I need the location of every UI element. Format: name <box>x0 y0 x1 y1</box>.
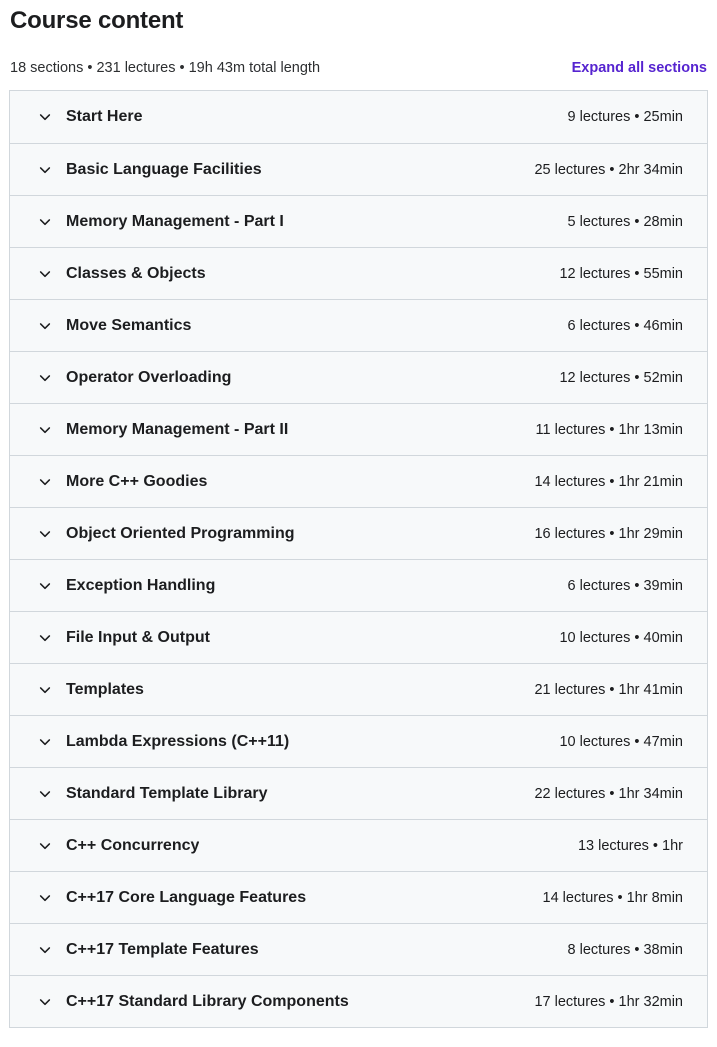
section-row[interactable] <box>10 871 707 923</box>
section-title: More C++ Goodies <box>66 472 208 490</box>
section-row[interactable] <box>10 663 707 715</box>
chevron-down-icon <box>38 579 52 593</box>
section-meta: 10 lectures • 47min <box>559 733 683 750</box>
chevron-down-icon <box>38 735 52 749</box>
section-meta: 11 lectures • 1hr 13min <box>535 421 683 438</box>
section-meta: 12 lectures • 52min <box>559 369 683 386</box>
section-meta: 14 lectures • 1hr 8min <box>542 889 683 906</box>
section-title: Exception Handling <box>66 576 216 594</box>
chevron-down-icon <box>38 475 52 489</box>
section-row[interactable] <box>10 611 707 663</box>
section-meta: 17 lectures • 1hr 32min <box>534 993 683 1010</box>
chevron-down-icon <box>38 995 52 1009</box>
section-meta: 21 lectures • 1hr 41min <box>534 681 683 698</box>
section-title: C++17 Template Features <box>66 940 259 958</box>
chevron-down-icon <box>38 267 52 281</box>
section-row[interactable] <box>10 195 707 247</box>
chevron-down-icon <box>38 423 52 437</box>
section-meta: 6 lectures • 46min <box>567 317 683 334</box>
section-title: Lambda Expressions (C++11) <box>66 732 290 750</box>
section-row[interactable] <box>10 91 707 143</box>
chevron-down-icon <box>38 891 52 905</box>
course-sections-list <box>9 90 708 1028</box>
section-row[interactable] <box>10 559 707 611</box>
section-title: Operator Overloading <box>66 368 232 386</box>
section-title: Move Semantics <box>66 316 192 334</box>
section-meta: 8 lectures • 38min <box>567 941 683 958</box>
section-title: Standard Template Library <box>66 784 268 802</box>
section-title: C++ Concurrency <box>66 836 200 854</box>
section-title: C++17 Core Language Features <box>66 888 307 906</box>
section-row[interactable] <box>10 143 707 195</box>
course-summary-row <box>10 60 707 77</box>
section-title: Object Oriented Programming <box>66 524 295 542</box>
chevron-down-icon <box>38 319 52 333</box>
chevron-down-icon <box>38 839 52 853</box>
section-row[interactable] <box>10 819 707 871</box>
section-row[interactable] <box>10 455 707 507</box>
section-meta: 16 lectures • 1hr 29min <box>534 525 683 542</box>
section-row[interactable] <box>10 923 707 975</box>
chevron-down-icon <box>38 163 52 177</box>
chevron-down-icon <box>38 371 52 385</box>
chevron-down-icon <box>38 787 52 801</box>
section-title: Templates <box>66 680 144 698</box>
section-row[interactable] <box>10 715 707 767</box>
section-meta: 13 lectures • 1hr <box>577 837 683 854</box>
section-title: Memory Management - Part II <box>66 420 289 438</box>
section-title: Classes & Objects <box>66 264 206 282</box>
chevron-down-icon <box>38 631 52 645</box>
section-row[interactable] <box>10 351 707 403</box>
section-meta: 14 lectures • 1hr 21min <box>534 473 683 490</box>
section-title: Basic Language Facilities <box>66 160 262 178</box>
expand-all-sections-link[interactable]: Expand all sections <box>571 60 707 76</box>
section-row[interactable] <box>10 767 707 819</box>
section-meta: 6 lectures • 39min <box>567 577 683 594</box>
section-row[interactable] <box>10 299 707 351</box>
section-row[interactable] <box>10 247 707 299</box>
section-title: File Input & Output <box>66 628 210 646</box>
section-meta: 10 lectures • 40min <box>559 629 683 646</box>
section-meta: 22 lectures • 1hr 34min <box>534 785 683 802</box>
chevron-down-icon <box>38 110 52 124</box>
section-row[interactable] <box>10 403 707 455</box>
section-meta: 25 lectures • 2hr 34min <box>534 161 683 178</box>
section-title: Start Here <box>66 108 143 126</box>
section-meta: 9 lectures • 25min <box>567 109 683 126</box>
chevron-down-icon <box>38 527 52 541</box>
course-summary-text: 18 sections • 231 lectures • 19h 43m total length <box>10 60 321 76</box>
section-meta: 12 lectures • 55min <box>559 265 683 282</box>
page-title: Course content <box>10 7 184 34</box>
section-title: C++17 Standard Library Components <box>66 992 349 1010</box>
chevron-down-icon <box>38 943 52 957</box>
chevron-down-icon <box>38 683 52 697</box>
chevron-down-icon <box>38 215 52 229</box>
section-meta: 5 lectures • 28min <box>567 213 683 230</box>
section-row[interactable] <box>10 507 707 559</box>
section-title: Memory Management - Part I <box>66 212 284 230</box>
section-row[interactable] <box>10 975 707 1027</box>
